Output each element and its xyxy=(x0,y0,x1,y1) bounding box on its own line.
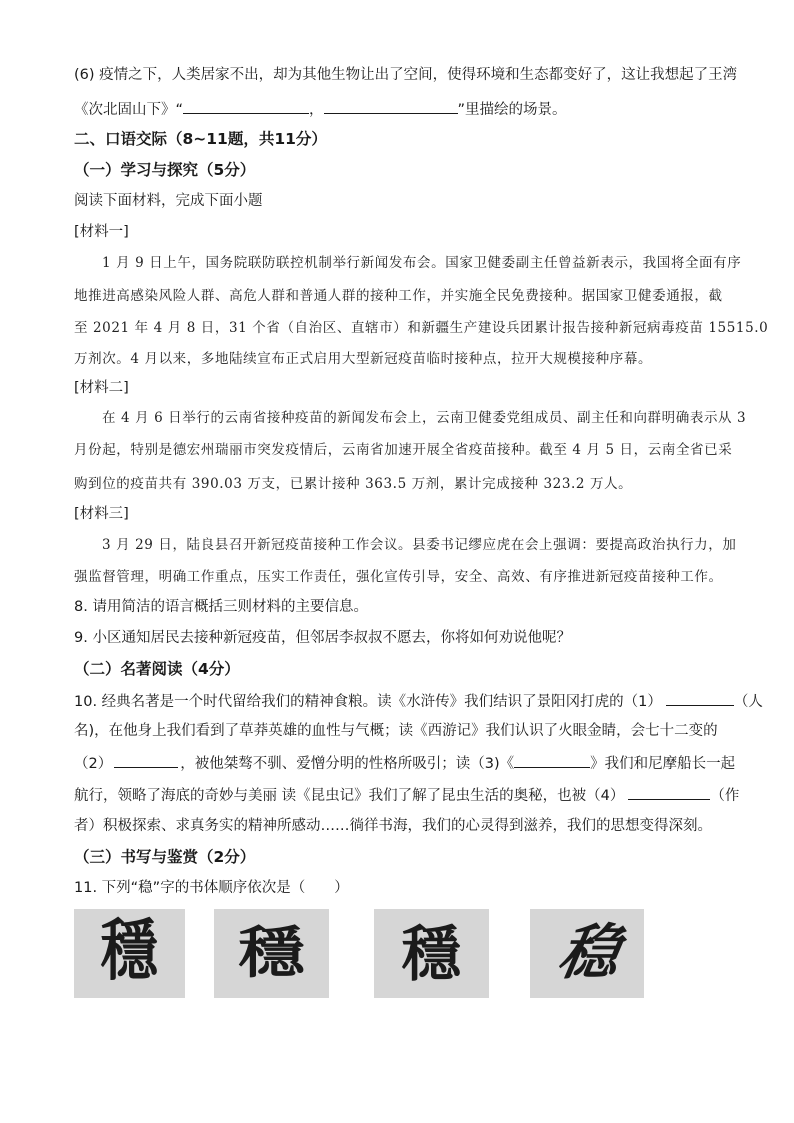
material2-line: 购到位的疫苗共有 390.03 万支，已累计接种 363.5 万剂，累计完成接种 323.2 万人。 xyxy=(74,476,633,492)
q6-line2-mid: ， xyxy=(309,102,324,118)
q10-text: （作 xyxy=(710,788,740,804)
q6-line1: (6) 疫情之下，人类居家不出，却为其他生物让出了空间，使得环境和生态都变好了，这让我想起了王湾 xyxy=(74,67,738,83)
question-11: 11. 下列“稳”字的书体顺序依次是（ ） xyxy=(74,880,349,896)
material1-line: 万剂次。4 月以来，多地陆续宣布正式启用大型新冠疫苗临时接种点，拉开大规模接种序幕。 xyxy=(74,351,653,367)
material3-label: [材料三] xyxy=(74,506,129,522)
q10-line1 xyxy=(74,690,763,712)
q10-text: ，被他桀骜不驯、爱憎分明的性格所吸引；读（3)《 xyxy=(180,756,515,772)
part3-title: （三）书写与鉴赏（2分） xyxy=(74,848,256,866)
q10-text: （人 xyxy=(733,694,763,710)
svg-text:穩: 穩 xyxy=(100,911,158,990)
q10-text: 航行，领略了海底的奇妙与美丽 读《昆虫记》我们了解了昆虫生活的奥秘，也被（4） xyxy=(74,788,625,804)
q6-answer-blank-1[interactable] xyxy=(183,98,309,114)
material3-line: 强监督管理，明确工作重点，压实工作责任，强化宣传引导，安全、高效、有序推进新冠疫苗接种工作。 xyxy=(74,569,723,585)
question-8: 8. 请用简洁的语言概括三则材料的主要信息。 xyxy=(74,599,368,615)
section-title: 二、口语交际（8~11题，共11分） xyxy=(74,130,327,148)
material2-line: 在 4 月 6 日举行的云南省接种疫苗的新闻发布会上，云南卫健委党组成员、副主任和向群明确表示从 3 xyxy=(102,410,747,426)
part1-title: （一）学习与探究（5分） xyxy=(74,161,256,179)
material2-line: 月份起，特别是德宏州瑞丽市突发疫情后，云南省加速开展全省疫苗接种。截至 4 月 5 日，云南全省已采 xyxy=(74,442,733,458)
material1-line: 至 2021 年 4 月 8 日，31 个省（自治区、直辖市）和新疆生产建设兵团累计报告接种新冠病毒疫苗 15515.0 xyxy=(74,320,769,336)
q10-blank-3[interactable] xyxy=(514,752,590,768)
q10-text: （2） xyxy=(74,756,113,772)
calligraphy-clerical-script-image xyxy=(214,909,329,998)
q10-line5: 者）积极探索、求真务实的精神所感动……徜徉书海，我们的心灵得到滋养，我们的思想变得深刻。 xyxy=(74,818,712,834)
calligraphy-cursive-script-image xyxy=(530,909,644,998)
material1-label: [材料一] xyxy=(74,224,129,240)
svg-text:穩: 穩 xyxy=(401,920,461,990)
reading-intro: 阅读下面材料，完成下面小题 xyxy=(74,193,263,209)
q6-line2-post: ”里描绘的场景。 xyxy=(457,102,567,118)
q6-line2-pre: 《次北固山下》“ xyxy=(74,102,184,118)
q10-blank-1[interactable] xyxy=(666,690,734,706)
q10-blank-2[interactable] xyxy=(114,752,178,768)
calligraphy-regular-script-image xyxy=(374,909,489,998)
q6-line2 xyxy=(74,98,567,120)
q10-line2: 名)，在他身上我们看到了草莽英雄的血性与气概；读《西游记》我们认识了火眼金睛，会七十二变的 xyxy=(74,723,718,739)
q10-line4 xyxy=(74,784,739,806)
svg-text:穩: 穩 xyxy=(237,919,305,986)
calligraphy-seal-script-image xyxy=(74,909,185,998)
material1-line: 1 月 9 日上午，国务院联防联控机制举行新闻发布会。国家卫健委副主任曾益新表示，我国将全面有序 xyxy=(102,255,742,271)
part2-title: （二）名著阅读（4分） xyxy=(74,660,240,678)
q10-line3 xyxy=(74,752,735,774)
material3-line: 3 月 29 日，陆良县召开新冠疫苗接种工作会议。县委书记缪应虎在会上强调：要提高政治执行力，加 xyxy=(102,537,737,553)
material1-line: 地推进高感染风险人群、高危人群和普通人群的接种工作，并实施全民免费接种。据国家卫健委通报，截 xyxy=(74,288,723,304)
q10-text: 10. 经典名著是一个时代留给我们的精神食粮。读《水浒传》我们结识了景阳冈打虎的（1） xyxy=(74,694,662,710)
q6-answer-blank-2[interactable] xyxy=(324,98,458,114)
question-9: 9. 小区通知居民去接种新冠疫苗，但邻居李叔叔不愿去，你将如何劝说他呢？ xyxy=(74,630,571,646)
svg-text:稳: 稳 xyxy=(553,917,626,988)
q10-text: 》我们和尼摩船长一起 xyxy=(590,756,736,772)
material2-label: [材料二] xyxy=(74,380,129,396)
q10-blank-4[interactable] xyxy=(628,784,710,800)
